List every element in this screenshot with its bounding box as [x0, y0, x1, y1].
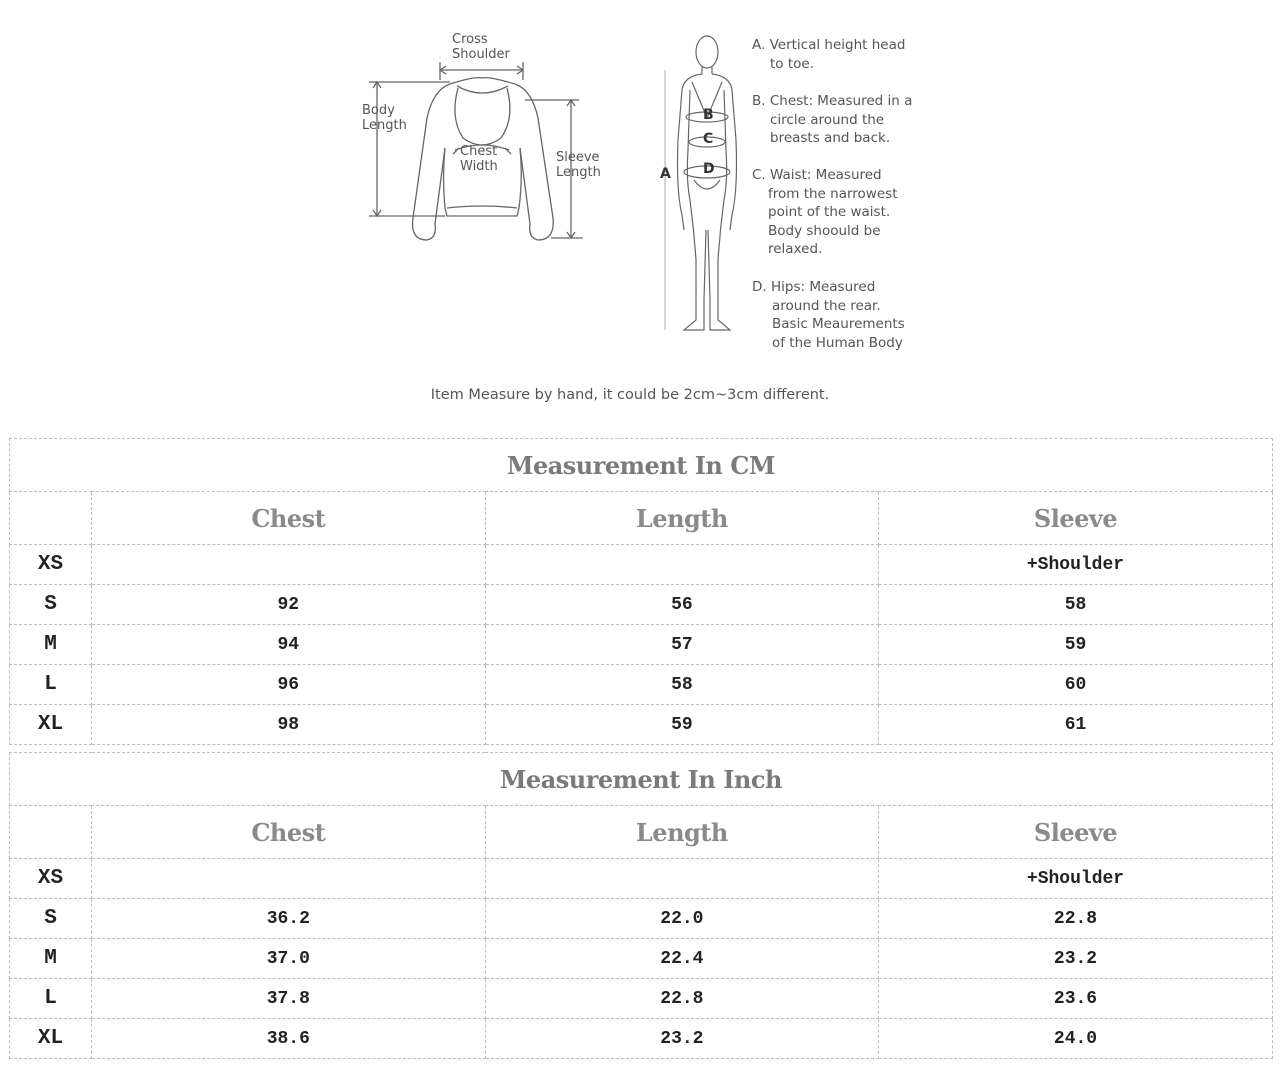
legend-c-line5: relaxed.	[768, 241, 823, 258]
legend-item-b	[752, 92, 952, 148]
sleeve-cell: 22.8	[879, 899, 1273, 939]
header-chest: Chest	[92, 806, 486, 859]
header-length: Length	[485, 492, 879, 545]
table-header-row	[10, 492, 1273, 545]
sleeve-cell: 60	[879, 665, 1273, 705]
table-title-row	[10, 439, 1273, 492]
chest-cell: 37.8	[92, 979, 486, 1019]
table-row	[10, 625, 1273, 665]
size-cell: S	[10, 899, 92, 939]
length-cell	[485, 545, 879, 585]
header-chest: Chest	[92, 492, 486, 545]
sleeve-cell: +Shoulder	[879, 859, 1273, 899]
legend-c-line4: Body shoould be	[768, 222, 881, 239]
table-row	[10, 939, 1273, 979]
chest-width-label	[460, 144, 498, 174]
length-cell: 59	[485, 705, 879, 745]
chest-cell: 37.0	[92, 939, 486, 979]
size-cell: L	[10, 979, 92, 1019]
sleeve-length-label	[556, 150, 601, 180]
size-cell: XS	[10, 859, 92, 899]
table-row	[10, 979, 1273, 1019]
size-cell: XL	[10, 1019, 92, 1059]
legend-d-line4: of the Human Body	[772, 334, 903, 351]
chest-cell: 36.2	[92, 899, 486, 939]
legend-b-line1: B. Chest: Measured in a	[752, 93, 913, 109]
length-cell	[485, 859, 879, 899]
cross-shoulder-label	[452, 32, 510, 62]
chest-cell: 98	[92, 705, 486, 745]
sleeve-length-label-line2: Length	[556, 165, 601, 180]
size-cell: M	[10, 625, 92, 665]
legend-item-d	[752, 278, 952, 352]
size-cell: L	[10, 665, 92, 705]
chest-cell: 38.6	[92, 1019, 486, 1059]
body-letter-d: D	[703, 161, 715, 177]
table-row	[10, 665, 1273, 705]
table-header-row	[10, 806, 1273, 859]
chest-width-label-line1: Chest	[460, 144, 498, 159]
sleeve-cell: 58	[879, 585, 1273, 625]
legend-d-line2: around the rear.	[772, 297, 881, 314]
measure-note: Item Measure by hand, it could be 2cm~3cm different.	[430, 387, 830, 403]
legend-c-line1: C. Waist: Measured	[752, 167, 882, 183]
length-cell: 22.0	[485, 899, 879, 939]
size-cell: S	[10, 585, 92, 625]
header-length: Length	[485, 806, 879, 859]
chest-cell	[92, 545, 486, 585]
table-title-row	[10, 753, 1273, 806]
legend-c-line3: point of the waist.	[768, 204, 891, 221]
table-row	[10, 705, 1273, 745]
legend-a-line2: to toe.	[770, 55, 814, 72]
body-length-label	[362, 103, 407, 133]
table-title: Measurement In CM	[10, 439, 1273, 492]
body-letter-c: C	[703, 131, 714, 147]
chest-cell: 94	[92, 625, 486, 665]
size-cell: M	[10, 939, 92, 979]
chest-cell: 96	[92, 665, 486, 705]
chest-width-label-line2: Width	[460, 159, 498, 174]
table-row	[10, 585, 1273, 625]
sleeve-cell: 23.2	[879, 939, 1273, 979]
body-length-label-line1: Body	[362, 103, 395, 118]
sleeve-length-label-line1: Sleeve	[556, 150, 600, 165]
legend-b-line3: breasts and back.	[770, 130, 891, 147]
legend-item-a	[752, 36, 952, 73]
sleeve-cell: +Shoulder	[879, 545, 1273, 585]
measurement-table-cm	[9, 438, 1273, 745]
legend-d-line3: Basic Meaurements	[772, 316, 905, 333]
table-row	[10, 899, 1273, 939]
length-cell: 58	[485, 665, 879, 705]
header-sleeve: Sleeve	[879, 806, 1273, 859]
legend-d-line1: D. Hips: Measured	[752, 279, 876, 295]
legend-b-line2: circle around the	[770, 111, 885, 128]
legend-a-line1: A. Vertical height head	[752, 37, 906, 53]
length-cell: 57	[485, 625, 879, 665]
table-title: Measurement In Inch	[10, 753, 1273, 806]
measurement-table-inch	[9, 752, 1273, 1059]
legend-item-c	[752, 166, 952, 259]
chest-cell: 92	[92, 585, 486, 625]
table-row	[10, 1019, 1273, 1059]
table-row	[10, 545, 1273, 585]
body-letter-a: A	[660, 166, 671, 182]
header-empty-cell	[10, 492, 92, 545]
length-cell: 56	[485, 585, 879, 625]
sleeve-cell: 61	[879, 705, 1273, 745]
sleeve-cell: 24.0	[879, 1019, 1273, 1059]
chest-cell	[92, 859, 486, 899]
table-row	[10, 859, 1273, 899]
size-diagram	[0, 0, 1280, 420]
length-cell: 22.8	[485, 979, 879, 1019]
body-length-label-line2: Length	[362, 118, 407, 133]
length-cell: 23.2	[485, 1019, 879, 1059]
size-cell: XS	[10, 545, 92, 585]
cross-shoulder-label-line1: Cross	[452, 32, 488, 47]
length-cell: 22.4	[485, 939, 879, 979]
sleeve-cell: 23.6	[879, 979, 1273, 1019]
legend-c-line2: from the narrowest	[768, 185, 898, 202]
header-sleeve: Sleeve	[879, 492, 1273, 545]
body-letter-b: B	[703, 107, 714, 123]
header-empty-cell	[10, 806, 92, 859]
sleeve-cell: 59	[879, 625, 1273, 665]
cross-shoulder-label-line2: Shoulder	[452, 47, 510, 62]
size-cell: XL	[10, 705, 92, 745]
body-figure-illustration	[660, 30, 750, 340]
